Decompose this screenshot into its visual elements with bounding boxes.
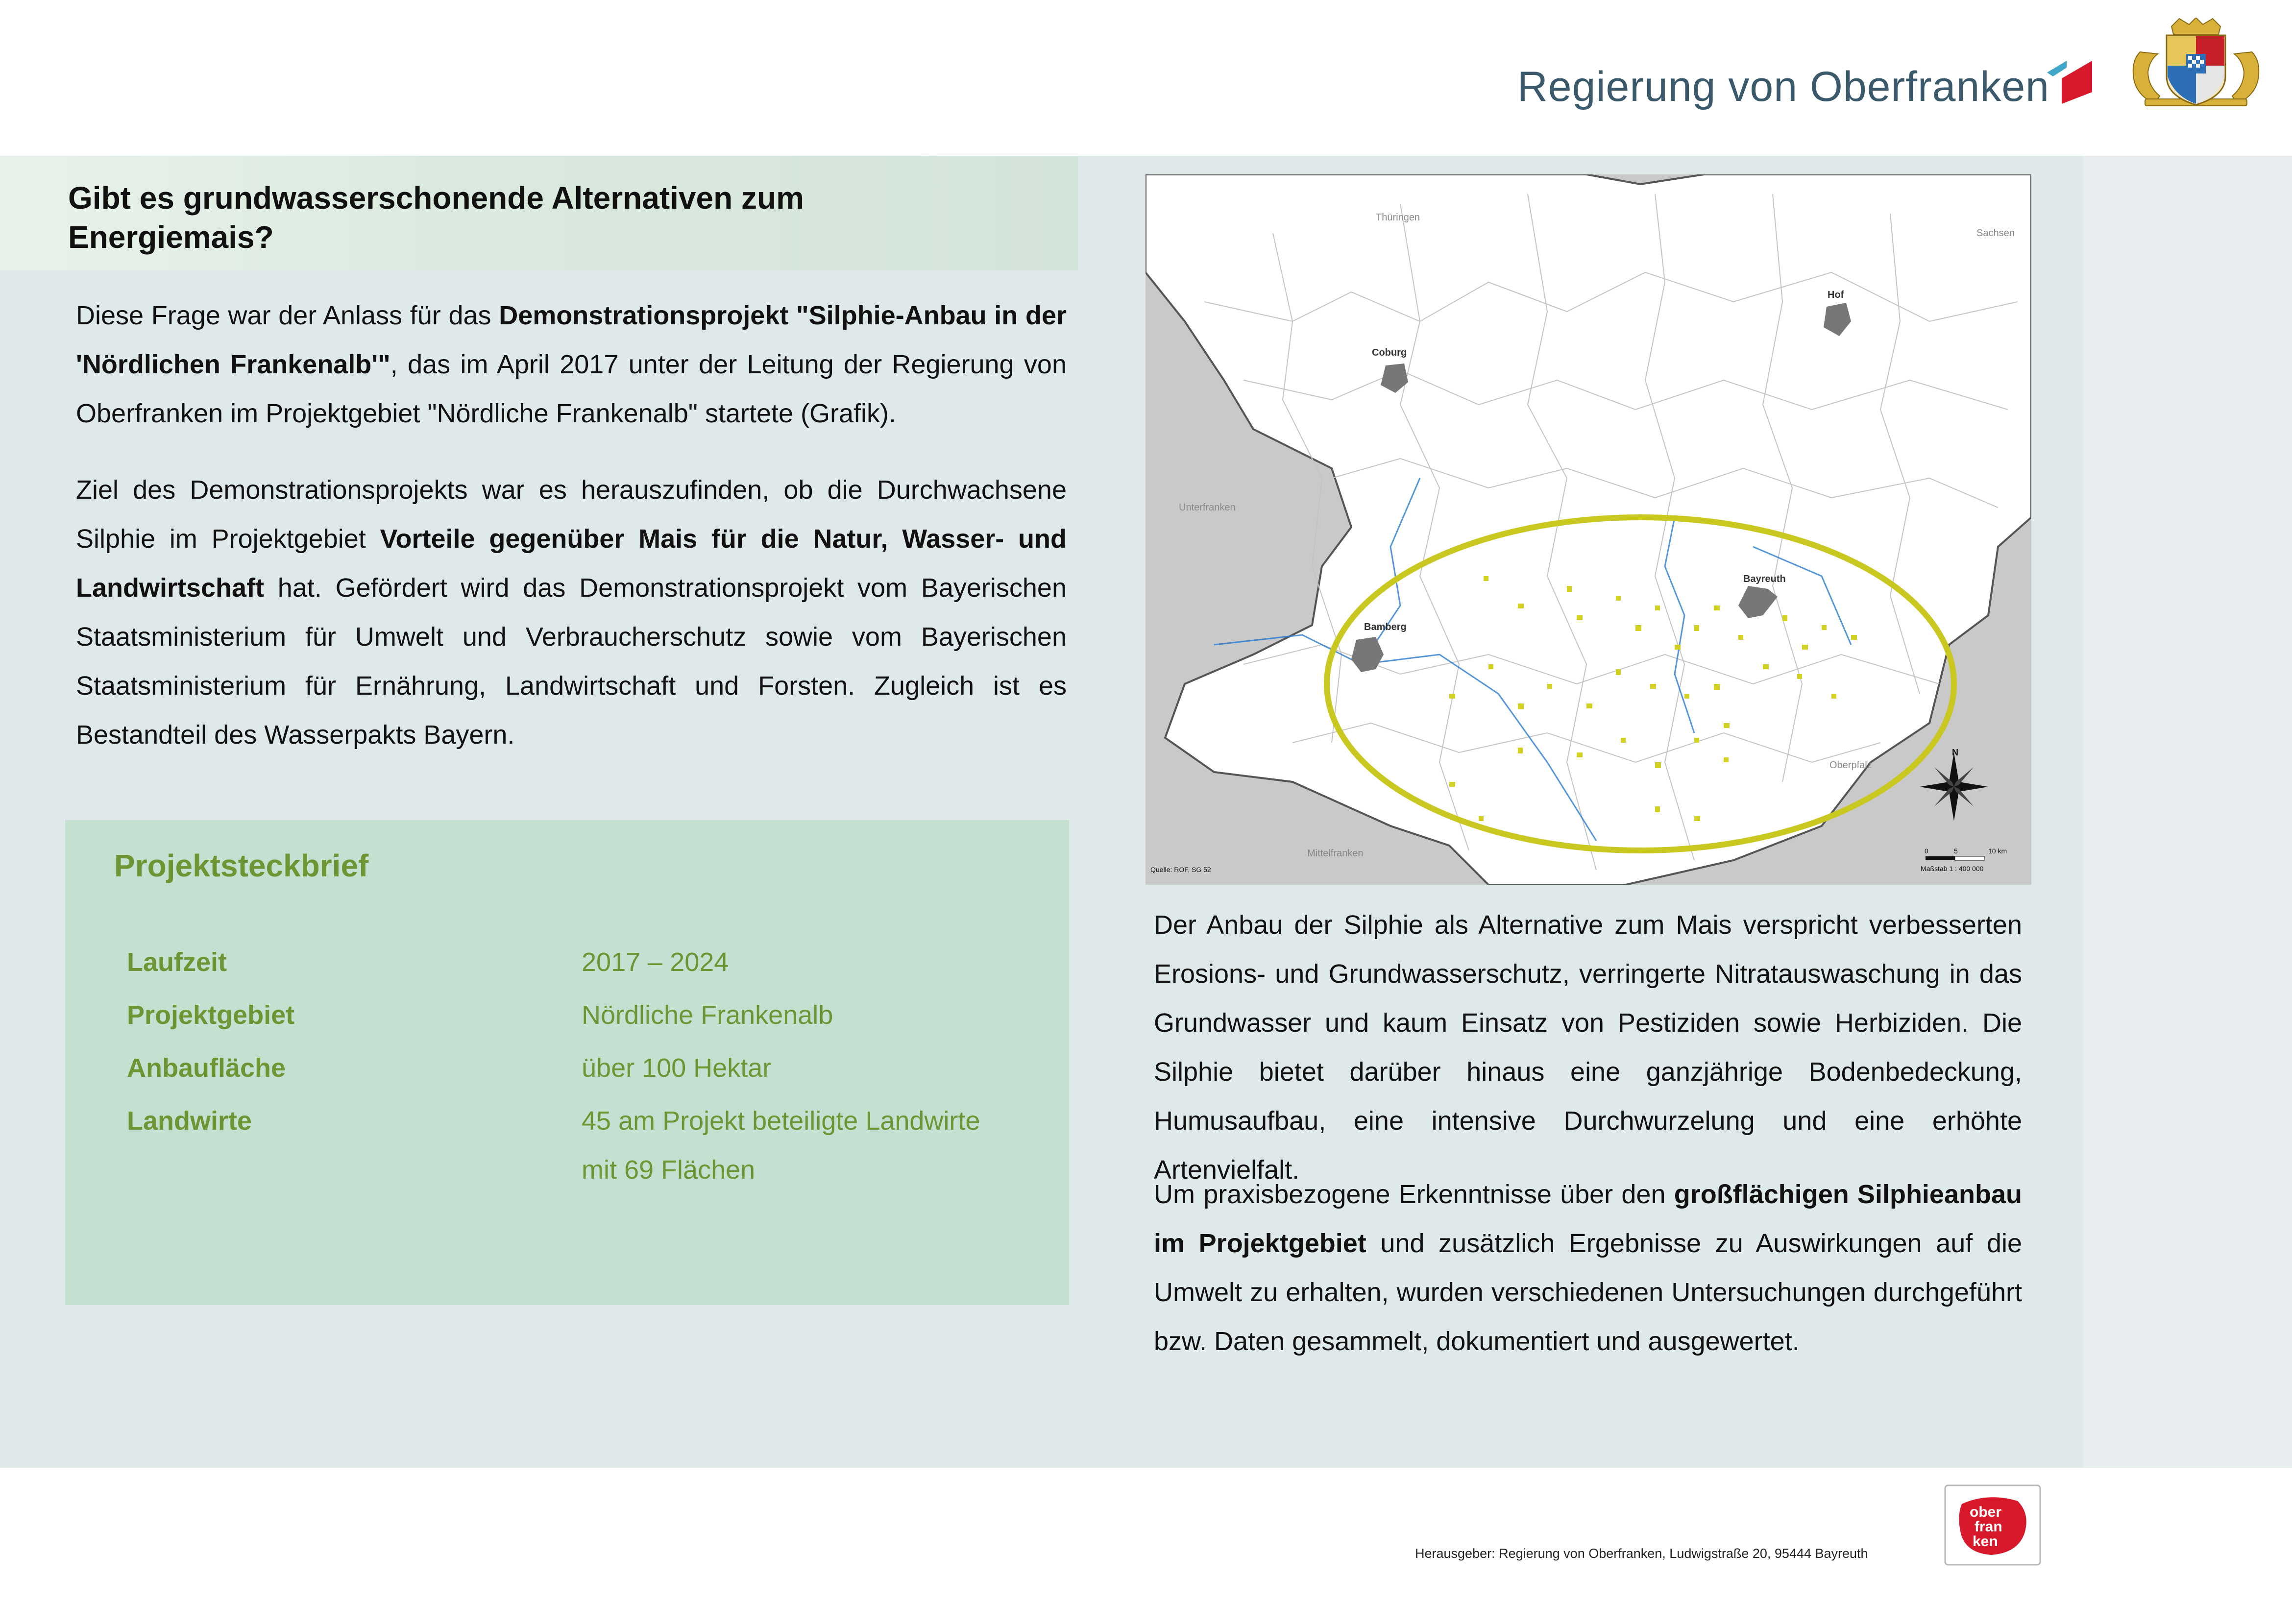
profile-value: 2017 – 2024 (582, 947, 729, 977)
profile-value: Nördliche Frankenalb (582, 1000, 833, 1030)
map-label-oberpfalz: Oberpfalz (1829, 760, 1872, 771)
north-label: N (1952, 748, 1958, 757)
intro-paragraph-1: Diese Frage war der Anlass für das Demonstrationsprojekt "Silphie-Anbau in der 'Nördlichen Frankenalb'", das im April 2017 unter der Leitung der Regierung von Oberfranken im Projektgebiet "Nördliche Frankenalb" startete (Grafik). (76, 301, 1067, 428)
brand-text: Regierung von Oberfranken (1517, 63, 2049, 110)
right-paragraph-1: Der Anbau der Silphie als Alternative zum Mais verspricht verbesserten Erosions- und Grundwasserschutz, verringerte Nitratauswaschung in das Grundwasser und kaum Einsatz von Pestiziden sowie Herbiziden. Die Silphie bietet darüber hinaus eine ganzjährige Bodenbedeckung, Humusaufbau, eine intensive Durchwurzelung und eine erhöhte Artenvielfalt. (1154, 910, 2022, 1185)
side-strip (2083, 156, 2292, 1468)
project-area-map (1146, 174, 2031, 885)
map-label-bamberg: Bamberg (1364, 622, 1407, 632)
publisher-line: Herausgeber: Regierung von Oberfranken, Ludwigstraße 20, 95444 Bayreuth (1415, 1546, 1868, 1561)
map-label-sachsen: Sachsen (1976, 228, 2015, 239)
svg-text:5: 5 (1954, 847, 1958, 855)
oberfranken-logo-icon (1944, 1484, 2041, 1566)
map-label-hof: Hof (1828, 290, 1844, 300)
map-label-thueringen: Thüringen (1376, 212, 1420, 223)
page-title: Gibt es grundwasserschonende Alternativen zum Energiemais? (68, 180, 804, 255)
svg-text:10 km: 10 km (1988, 847, 2007, 855)
svg-text:0: 0 (1925, 847, 1928, 855)
svg-text:ken: ken (1973, 1533, 1998, 1550)
map-label-bayreuth: Bayreuth (1743, 574, 1786, 584)
map-source: Quelle: ROF, SG 52 (1150, 866, 1211, 873)
profile-key: Anbaufläche (127, 1053, 286, 1083)
profile-key: Landwirte (127, 1106, 252, 1136)
map-label-coburg: Coburg (1372, 347, 1407, 358)
svg-text:ober: ober (1970, 1504, 2002, 1520)
profile-value: mit 69 Flächen (582, 1155, 756, 1185)
profile-key: Projektgebiet (127, 1000, 295, 1030)
bavarian-coat-of-arms-icon (2125, 18, 2267, 109)
project-profile-box (65, 820, 1069, 1305)
profile-value: 45 am Projekt beteiligte Landwirte (582, 1106, 980, 1136)
svg-text:Maßstab 1 : 400 000: Maßstab 1 : 400 000 (1921, 865, 1984, 873)
profile-key: Laufzeit (127, 947, 227, 977)
intro-paragraph-2: Ziel des Demonstrationsprojekts war es herauszufinden, ob die Durchwachsene Silphie im Projektgebiet Vorteile gegenüber Mais für die Natur, Wasser- und Landwirtschaft hat. Gefördert wird das Demonstrationsprojekt vom Bayerischen Staatsministerium für Umwelt und Verbraucherschutz sowie vom Bayerischen Staatsministerium für Ernährung, Landwirtschaft und Forsten. Zugleich ist es Bestandteil des Wasserpakts Bayern. (76, 475, 1067, 750)
brand-mark-icon (2047, 51, 2092, 104)
svg-text:fran: fran (1975, 1519, 2002, 1535)
map-label-mittelfranken: Mittelfranken (1307, 848, 1364, 859)
profile-value: über 100 Hektar (582, 1053, 772, 1083)
map-label-unterfranken: Unterfranken (1179, 502, 1236, 513)
right-paragraph-2: Um praxisbezogene Erkenntnisse über den großflächigen Silphieanbau im Projektgebiet und zusätzlich Ergebnisse zu Auswirkungen auf die Umwelt zu erhalten, wurden verschiedenen Untersuchungen durchgeführt bzw. Daten gesammelt, dokumentiert und ausgewertet. (1154, 1180, 2023, 1356)
project-profile-title: Projektsteckbrief (114, 848, 369, 883)
